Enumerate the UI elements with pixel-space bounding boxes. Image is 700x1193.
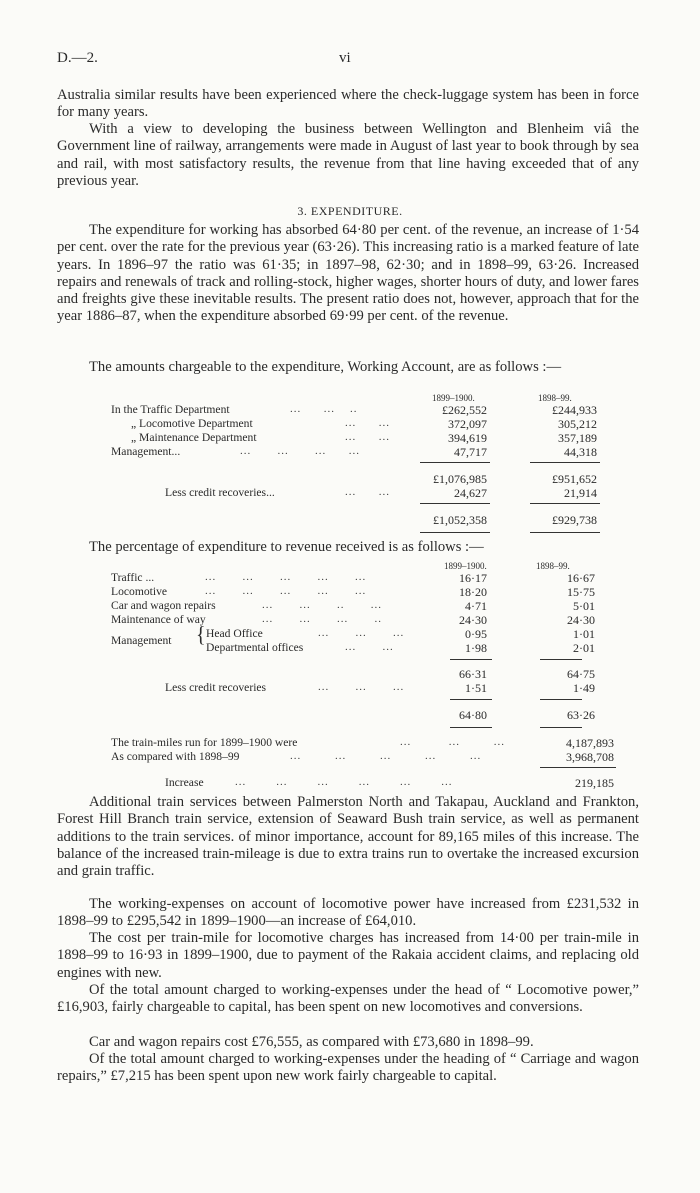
- table1-value-1898: 305,212: [558, 417, 597, 431]
- paragraph-percentage-intro: The percentage of expenditure to revenue received is as follows :—: [89, 539, 484, 555]
- table2-row-label: Maintenance of way: [111, 613, 206, 626]
- table1-value-1898: £244,933: [552, 403, 597, 417]
- table2-value-1898: 16·67: [567, 571, 595, 585]
- table2-mgmt-value-1899: 1·98: [465, 641, 487, 655]
- page-number: vi: [339, 50, 351, 66]
- table2-management-label: Management: [111, 634, 172, 647]
- table2-value-1899: 16·17: [459, 571, 487, 585]
- leader-dots: ... ... ...: [318, 681, 405, 693]
- leader-dots: ... ...: [345, 431, 390, 443]
- table1-value-1899: 372,097: [448, 417, 487, 431]
- table1-credit-label: Less credit recoveries...: [165, 486, 275, 499]
- table1-value-1898: 44,318: [564, 445, 597, 459]
- table2-value-1899: 18·20: [459, 585, 487, 599]
- total-rule: [530, 532, 600, 533]
- leader-dots: ... ... ... ... ...: [205, 585, 367, 597]
- table2-credit-1899: 1·51: [465, 681, 487, 695]
- table2-value-1898: 24·30: [567, 613, 595, 627]
- leader-dots: ... ... ..: [290, 403, 358, 415]
- sum-rule: [530, 462, 600, 463]
- leader-dots: ... ... ... ... ...: [290, 750, 482, 762]
- table2-total-1898: 63·26: [567, 708, 595, 722]
- table2-value-1899: 24·30: [459, 613, 487, 627]
- table2-mgmt-value-1899: 0·95: [465, 627, 487, 641]
- table2-mgmt-value-1898: 2·01: [573, 641, 595, 655]
- table2-col-header-1898: 1898–99.: [536, 561, 570, 571]
- table1-row-label: Management...: [111, 445, 181, 458]
- leader-dots: ... ... ... ... ... ...: [235, 776, 453, 788]
- table1-row-label: „ Maintenance Department: [131, 431, 257, 444]
- table1-subtotal-1899: £1,076,985: [433, 472, 487, 486]
- trainmiles-row1-label: The train-miles run for 1899–1900 were: [111, 736, 298, 749]
- table2-total-1899: 64·80: [459, 708, 487, 722]
- trainmiles-increase-value: 219,185: [575, 776, 614, 790]
- table2-value-1898: 5·01: [573, 599, 595, 613]
- trainmiles-1899-value: 4,187,893: [566, 736, 614, 750]
- leader-dots: ... ... ...: [400, 736, 505, 748]
- table2-row-label: Car and wagon repairs: [111, 599, 216, 612]
- table2-credit-label: Less credit recoveries: [165, 681, 267, 694]
- table1-credit-1899: 24,627: [454, 486, 487, 500]
- leader-dots: ... ...: [345, 486, 390, 498]
- leader-dots: ... ... ... ...: [240, 445, 360, 457]
- total-rule: [540, 727, 582, 728]
- sum-rule: [450, 699, 492, 700]
- section-title: 3. EXPENDITURE.: [297, 204, 403, 218]
- table2-col-header-1899: 1899–1900.: [444, 561, 487, 571]
- sum-rule: [420, 503, 490, 504]
- leader-dots: ... ...: [345, 417, 390, 429]
- document-reference: D.—2.: [57, 50, 98, 66]
- table1-row-label: „ Locomotive Department: [131, 417, 253, 430]
- leader-dots: ... ...: [345, 641, 394, 653]
- paragraph-train-mile-cost: The cost per train-mile for locomotive charges has increased from 14·00 per train-mile in 1898–99 to 16·93 in 1899–1900, due to payment of the Rakaia accident claims, and replacing old engines with new.: [57, 930, 639, 981]
- table1-col-header-1899: 1899–1900.: [432, 393, 475, 403]
- table2-mgmt-value-1898: 1·01: [573, 627, 595, 641]
- table1-value-1899: £262,552: [442, 403, 487, 417]
- paragraph-locomotive-capital: Of the total amount charged to working-expenses under the head of “ Locomotive power,” £16,903, fairly chargeable to capital, has been spent on new locomotives and conversions.: [57, 982, 639, 1016]
- table2-row-label: Traffic ...: [111, 571, 155, 584]
- table1-subtotal-1898: £951,652: [552, 472, 597, 486]
- trainmiles-row2-label: As compared with 1898–99: [111, 750, 240, 763]
- leader-dots: ... ... ... ..: [262, 613, 382, 625]
- table1-col-header-1898: 1898–99.: [538, 393, 572, 403]
- paragraph-car-wagon-repairs: Car and wagon repairs cost £76,555, as compared with £73,680 in 1898–99.: [89, 1034, 534, 1050]
- paragraph-carriage-wagon-capital: Of the total amount charged to working-expenses under the heading of “ Carriage and wagon repairs,” £7,215 has been spent upon new work fairly chargeable to capital.: [57, 1051, 639, 1085]
- sum-rule: [540, 767, 616, 768]
- sum-rule: [420, 462, 490, 463]
- leader-dots: ... ... .. ...: [262, 599, 382, 611]
- table1-row-label: In the Traffic Department: [111, 403, 230, 416]
- table2-mgmt-row-label: Head Office: [206, 627, 263, 640]
- table1-total-1898: £929,738: [552, 513, 597, 527]
- table2-value-1898: 15·75: [567, 585, 595, 599]
- table1-value-1899: 394,619: [448, 431, 487, 445]
- paragraph-wellington-blenheim: With a view to developing the business between Wellington and Blenheim viâ the Government line of railway, arrangements were made in August of last year to book through by sea and rail, with most satisfactory results, the revenue from that line having exceeded that of any previous year.: [57, 121, 639, 189]
- paragraph-additional-services: Additional train services between Palmerston North and Takapau, Auckland and Frankton, Forest Hill Branch train service, extension of Seaward Bush train service, as well as permanent additions to the train services. of minor importance, account for 89,165 miles of this increase. The balance of the increased train-mileage is due to extra trains run to overtake the increased excursion and grain traffic.: [57, 794, 639, 880]
- table1-credit-1898: 21,914: [564, 486, 597, 500]
- paragraph-expenditure-ratio: The expenditure for working has absorbed 64·80 per cent. of the revenue, an increase of 1·54 per cent. over the rate for the previous year (63·26). This increasing ratio is a marked feature of late years. In 1896–97 the ratio was 61·35; in 1897–98, 62·30; and in 1898–99, 63·26. Increased repairs and renewals of track and rolling-stock, higher wages, shorter hours of duty, and lower fares and freights give these inevitable results. The present ratio does not, however, approach that for the year 1886–87, when the expenditure absorbed 69·99 per cent. of the revenue.: [57, 222, 639, 325]
- management-brace: {: [196, 622, 206, 648]
- table1-total-1899: £1,052,358: [433, 513, 487, 527]
- table1-value-1898: 357,189: [558, 431, 597, 445]
- table1-value-1899: 47,717: [454, 445, 487, 459]
- leader-dots: ... ... ...: [318, 627, 405, 639]
- total-rule: [420, 532, 490, 533]
- leader-dots: ... ... ... ... ...: [205, 571, 367, 583]
- sum-rule: [540, 659, 582, 660]
- paragraph-amounts-intro: The amounts chargeable to the expenditure, Working Account, are as follows :—: [89, 359, 562, 375]
- total-rule: [450, 727, 492, 728]
- sum-rule: [450, 659, 492, 660]
- paragraph-check-luggage: Australia similar results have been experienced where the check-luggage system has been in force for many years.: [57, 87, 639, 121]
- table2-mgmt-row-label: Departmental offices: [206, 641, 304, 654]
- sum-rule: [530, 503, 600, 504]
- table2-value-1899: 4·71: [465, 599, 487, 613]
- table2-credit-1898: 1·49: [573, 681, 595, 695]
- trainmiles-increase-label: Increase: [165, 776, 204, 789]
- sum-rule: [540, 699, 582, 700]
- table2-subtotal-1898: 64·75: [567, 667, 595, 681]
- table2-subtotal-1899: 66·31: [459, 667, 487, 681]
- paragraph-locomotive-expenses: The working-expenses on account of locomotive power have increased from £231,532 in 1898–99 to £295,542 in 1899–1900—an increase of £64,010.: [57, 896, 639, 930]
- trainmiles-1898-value: 3,968,708: [566, 750, 614, 764]
- table2-row-label: Locomotive: [111, 585, 168, 598]
